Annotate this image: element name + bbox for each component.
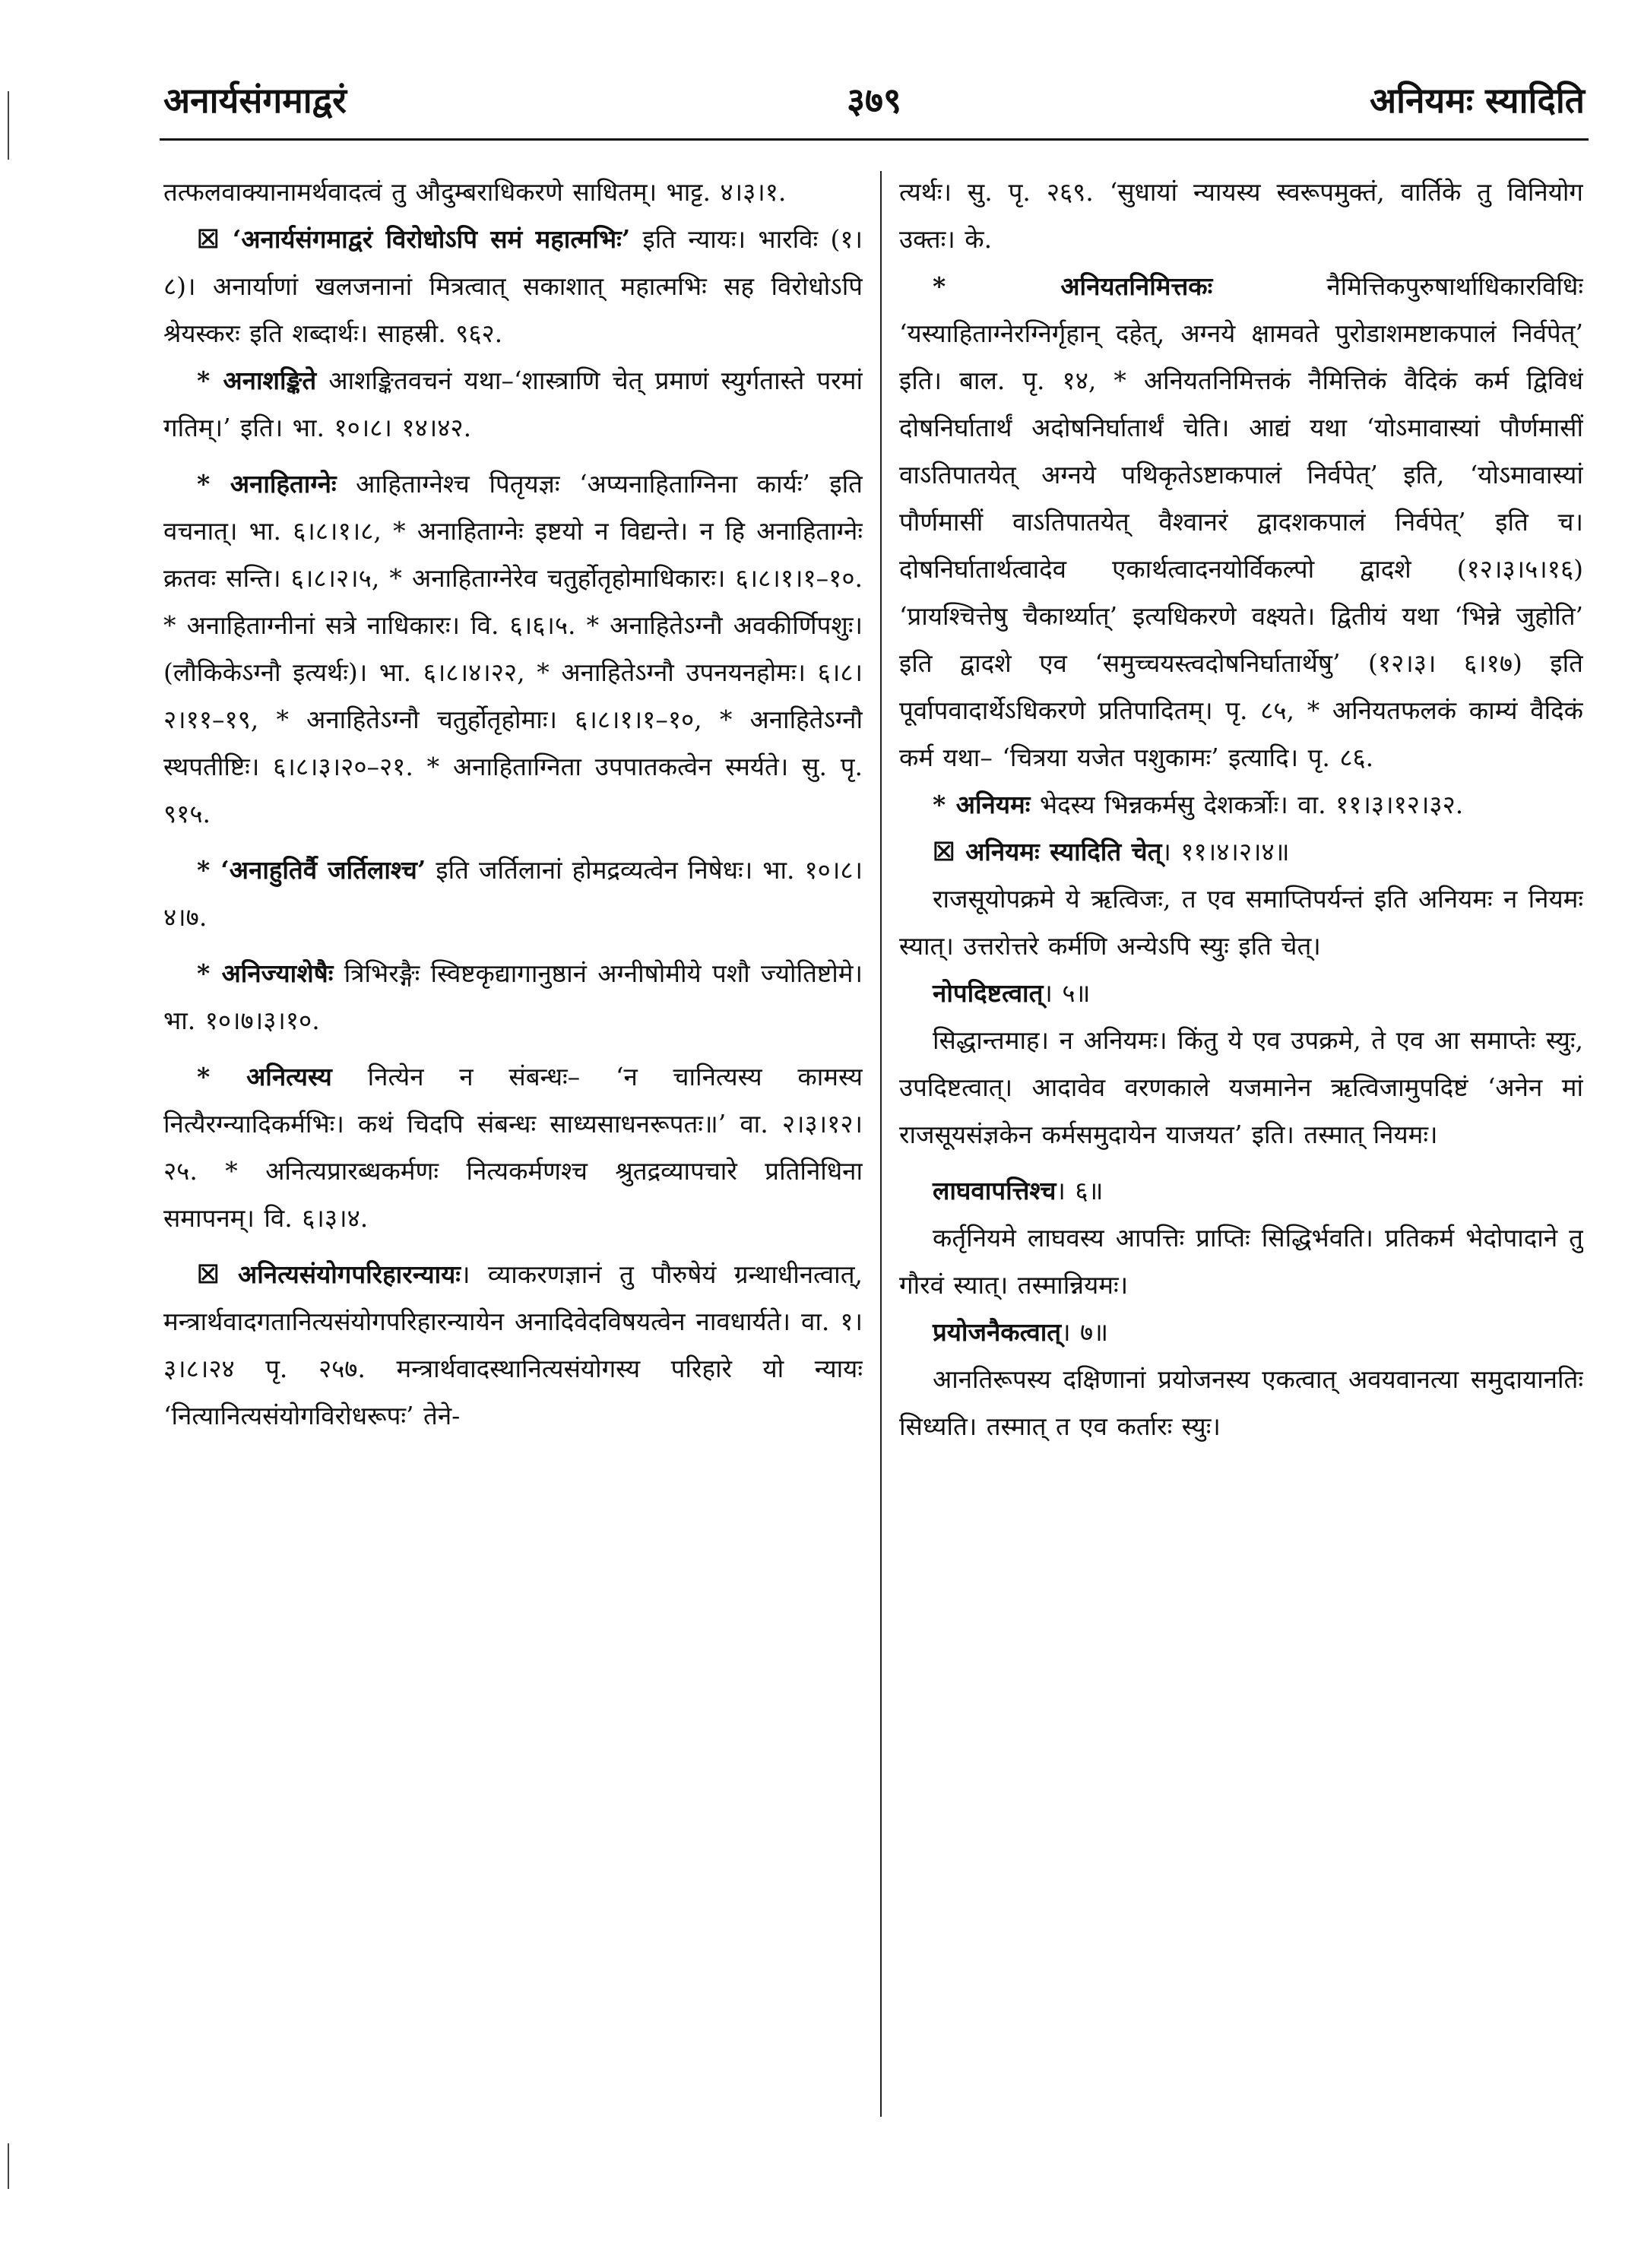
entry-headword: अनियमः स्यादिति चेत् [965,837,1162,866]
entry-headword: अनियतनिमित्तकः [1060,271,1213,301]
right-column [899,169,1583,2221]
entry-marker: ☒ [197,1259,238,1289]
entry-text: । ५॥ [1043,978,1091,1008]
margin-mark [8,91,9,160]
entry-text: कर्तृनियमे लाघवस्य आपत्तिः प्राप्तिः सिद्धिर्भवति। प्रतिकर्म भेदोपादाने तु गौरवं स्यात्। तस्मान्नियमः। [899,1223,1583,1300]
entry-marker: * [197,958,222,988]
entry-text: । ६॥ [1056,1176,1104,1205]
page-header [163,70,1585,138]
entry-paragraph [899,1017,1583,1158]
entry-paragraph [899,1309,1583,1356]
entry-paragraph [163,461,863,838]
header-rule [160,138,1589,141]
entry-text: तत्फलवाक्यानामर्थवादत्वं तु औदुम्बराधिकरणे साधितम्। भाट्ट. ४।३।१. [163,177,787,207]
entry-paragraph [899,876,1583,970]
entry-paragraph [899,1356,1583,1450]
entry-paragraph [163,357,863,451]
entry-marker: * [197,855,221,885]
running-head-left: अनार्यसंगमाद्वरं [163,80,347,121]
entry-headword: ‘अनार्यसंगमाद्वरं विरोधोऽपि समं महात्मभिः’ [232,224,631,254]
entry-paragraph [899,1167,1583,1215]
entry-headword: अनित्यस्य [246,1062,332,1091]
entry-marker: * [197,366,223,395]
entry-headword: अनियमः [955,790,1031,819]
entry-headword: अनित्यसंयोगपरिहारन्यायः [238,1259,461,1289]
page-number: ३७९ [847,80,901,121]
entry-text: त्रिभिरङ्गैः स्विष्टकृद्यागानुष्ठानं अग्नीषोमीये पशौ ज्योतिष्टोमे। भा. १०।७।३।१०. [163,958,863,1035]
entry-paragraph [163,169,863,216]
entry-headword: लाघवापत्तिश्च [933,1176,1057,1205]
entry-marker: * [197,1062,247,1091]
entry-headword: ‘अनाहुतिर्वै जर्तिलाश्च’ [220,855,426,885]
entry-text: त्यर्थः। सु. पृ. २६९. ‘सुधायां न्यायस्य स्वरूपमुक्तं, वार्तिके तु विनियोग उक्तः। के. [899,177,1583,254]
entry-paragraph [899,263,1583,781]
entry-paragraph [163,847,863,941]
entry-text: राजसूयोपक्रमे ये ऋत्विजः, त एव समाप्तिपर्यन्तं इति अनियमः न नियमः स्यात्। उत्तरोत्तरे कर्मणि अन्येऽपि स्युः इति चेत्। [899,884,1583,961]
entry-headword: प्रयोजनैकत्वात् [933,1317,1062,1347]
entry-marker: * [933,271,1061,301]
entry-paragraph [163,1053,863,1242]
entry-text: आनतिरूपस्य दक्षिणानां प्रयोजनस्य एकत्वात् अवयवानत्या समुदायानतिः सिध्यति। तस्मात् त एव कर्तारः स्युः। [899,1364,1583,1441]
entry-marker: ☒ [197,224,233,254]
entry-paragraph [899,970,1583,1017]
entry-text: सिद्धान्तमाह। न अनियमः। किंतु ये एव उपक्रमे, ते एव आ समाप्तेः स्युः, उपदिष्टत्वात्। आदावेव वरणकाले यजमानेन ऋत्विजामुपदिष्टं ‘अनेन मां राजसूयसंज्ञकेन कर्मसमुदायेन याजयत’ इति। तस्मात् नियमः। [899,1025,1583,1149]
entry-marker: * [197,469,230,499]
entry-headword: अनाहिताग्नेः [230,469,337,499]
entry-paragraph [899,169,1583,263]
entry-paragraph [163,216,863,357]
entry-text: आहिताग्नेश्च पितृयज्ञः ‘अप्यनाहिताग्निना कार्यः’ इति वचनात्। भा. ६।८।१।८, * अनाहिताग्नेः इष्टयो न विद्यन्ते। न हि अनाहिताग्नेः क्रतवः सन्ति। ६।८।२।५, * अनाहिताग्नेरेव चतुर्होतृहोमाधिकारः। ६।८।१।१–१०. * अनाहिताग्नीनां सत्रे नाधिकारः। वि. ६।६।५. * अनाहितेऽग्नौ अवकीर्णिपशुः। (लौकिकेऽग्नौ इत्यर्थः)। भा. ६।८।४।२२, * अनाहितेऽग्नौ उपनयनहोमः। ६।८।२।११–१९, * अनाहितेऽग्नौ चतुर्होतृहोमाः। ६।८।१।१–१०, * अनाहितेऽग्नौ स्थपतीष्टिः। ६।८।३।२०–२१. * अनाहिताग्निता उपपातकत्वेन स्मर्यते। सु. पृ. ९१५. [163,469,863,828]
column-divider [880,171,882,2117]
entry-text: भेदस्य भिन्नकर्मसु देशकर्त्रोः। वा. ११।३।१२।३२. [1030,790,1464,819]
left-column [163,169,863,2221]
entry-text: । व्याकरणज्ञानं तु पौरुषेयं ग्रन्थाधीनत्वात्, मन्त्रार्थवादगतानित्यसंयोगपरिहारन्यायेन अनादिवेदविषयत्वेन नावधार्यते। वा. १।३।८।२४ पृ. २५७. मन्त्रार्थवादस्थानित्यसंयोगस्य परिहारे यो न्यायः ‘नित्यानित्यसंयोगविरोधरूपः’ तेने- [163,1259,863,1430]
entry-text: । ७॥ [1061,1317,1108,1347]
entry-text: । ११।४।२।४॥ [1161,837,1290,866]
entry-marker: ☒ [933,837,966,866]
entry-paragraph [899,1215,1583,1309]
margin-mark [8,2143,9,2189]
entry-text: इति न्यायः। भारविः (१।८)। अनार्याणां खलजनानां मित्रत्वात् सकाशात् महात्मभिः सह विरोधोऽपि श्रेयस्करः इति शब्दार्थः। साहस्री. ९६२. [163,224,863,348]
entry-paragraph [163,950,863,1044]
entry-paragraph [899,781,1583,828]
entry-headword: नोपदिष्टत्वात् [933,978,1044,1008]
entry-text: नैमित्तिकपुरुषार्थाधिकारविधिः ‘यस्याहिताग्नेरग्निर्गृहान् दहेत्, अग्नये क्षामवते पुरोडाशमष्टाकपालं निर्वपेत्’ इति। बाल. पृ. १४, * अनियतनिमित्तकं नैमित्तिकं वैदिकं कर्म द्विविधं दोषनिर्घातार्थं अदोषनिर्घातार्थं चेति। आद्यं यथा ‘योऽमावास्यां पौर्णमासीं वाऽतिपातयेत् अग्नये पथिकृतेऽष्टाकपालं निर्वपेत्’ इति, ‘योऽमावास्यां पौर्णमासीं वाऽतिपातयेत् वैश्वानरं द्वादशकपालं निर्वपेत्’ इति च। दोषनिर्घातार्थत्वादेव एकार्थत्वादनयोर्विकल्पो द्वादशे (१२।३।५।१६) ‘प्रायश्चित्तेषु चैकार्थ्यात्’ इत्यधिकरणे वक्ष्यते। द्वितीयं यथा ‘भिन्ने जुहोति’ इति द्वादशे एव ‘समुच्चयस्त्वदोषनिर्घातार्थेषु’ (१२।३। ६।१७) इति पूर्वापवादार्थेऽधिकरणे प्रतिपादितम्। पृ. ८५, * अनियतफलकं काम्यं वैदिकं कर्म यथा– ‘चित्रया यजेत पशुकामः’ इत्यादि। पृ. ८६. [899,271,1583,772]
entry-paragraph [163,1251,863,1440]
entry-paragraph [899,828,1583,876]
entry-headword: अनिज्याशेषैः [221,958,334,988]
entry-text: आशङ्कितवचनं यथा–‘शास्त्राणि चेत् प्रमाणं स्युर्गतास्ते परमां गतिम्।’ इति। भा. १०।८। १४।४२. [163,366,863,442]
running-head-right: अनियमः स्यादिति [1369,80,1585,121]
entry-text: नित्येन न संबन्धः– ‘न चानित्यस्य कामस्य नित्यैरग्न्यादिकर्मभिः। कथं चिदपि संबन्धः साध्यसाधनरूपतः॥’ वा. २।३।१२।२५. * अनित्यप्रारब्धकर्मणः नित्यकर्मणश्च श्रुतद्रव्यापचारे प्रतिनिधिना समापनम्। वि. ६।३।४. [163,1062,863,1233]
entry-marker: * [933,790,956,819]
entry-text: इति जर्तिलानां होमद्रव्यत्वेन निषेधः। भा. १०।८।४।७. [163,855,863,932]
entry-headword: अनाशङ्किते [223,366,317,395]
